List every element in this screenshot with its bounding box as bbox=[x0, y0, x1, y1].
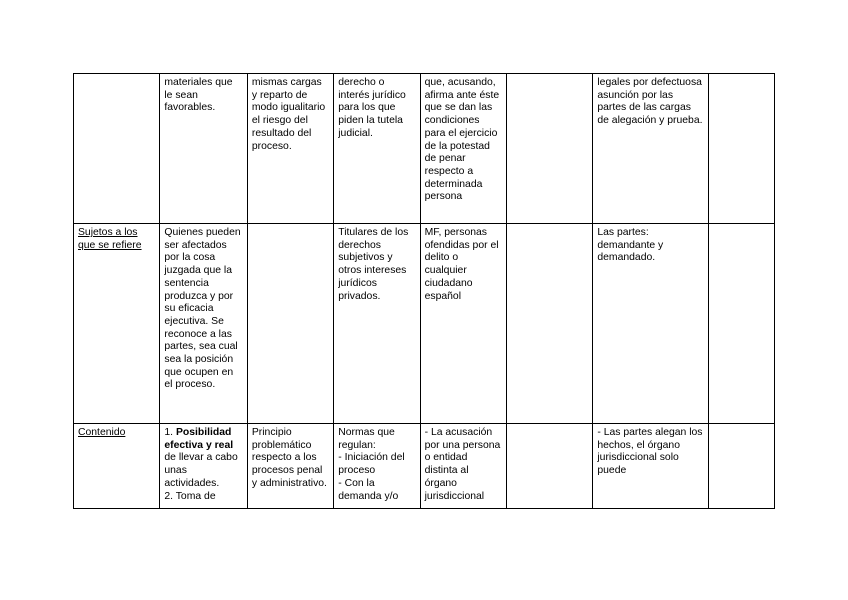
table-cell: Principio problemático respecto a los procesos penal y administrativo. bbox=[247, 424, 333, 509]
table-cell: MF, personas ofendidas por el delito o cualquier ciudadano español bbox=[420, 224, 506, 424]
table-cell bbox=[708, 74, 774, 224]
table-cell bbox=[708, 224, 774, 424]
row-label-cell bbox=[74, 224, 160, 424]
cell-text: de llevar a cabo unas actividades. bbox=[164, 452, 238, 489]
row-label-cell bbox=[74, 424, 160, 509]
table-cell bbox=[506, 424, 592, 509]
cell-text-line: Normas que regulan: bbox=[338, 427, 395, 451]
table-cell bbox=[160, 424, 247, 509]
row-label-contenido: Contenido bbox=[78, 427, 126, 438]
table-row bbox=[74, 224, 775, 424]
table-cell bbox=[506, 224, 592, 424]
table-cell: Quienes pueden ser afectados por la cosa juzgada que la sentencia produzca y por su eficacia ejecutiva. Se reconoce a las partes, sea cual sea la posición que ocupen en el proceso. bbox=[160, 224, 247, 424]
list-number: 1. bbox=[164, 427, 176, 438]
table-cell: derecho o interés jurídico para los que piden la tutela judicial. bbox=[334, 74, 420, 224]
row-label-sujetos: Sujetos a los que se refiere bbox=[78, 227, 142, 251]
table-cell: legales por defectuosa asunción por las partes de las cargas de alegación y prueba. bbox=[593, 74, 708, 224]
table-cell: materiales que le sean favorables. bbox=[160, 74, 247, 224]
table-cell: - Las partes alegan los hechos, el órgano jurisdiccional solo puede bbox=[593, 424, 708, 509]
table-cell bbox=[506, 74, 592, 224]
table-cell bbox=[334, 424, 420, 509]
table-cell bbox=[247, 224, 333, 424]
cell-text-line: - Con la demanda y/o bbox=[338, 477, 399, 502]
cell-text-line: - Iniciación del proceso bbox=[338, 452, 405, 477]
bold-phrase: Posibilidad efectiva y real bbox=[164, 427, 234, 451]
table-cell: - La acusación por una persona o entidad distinta al órgano jurisdiccional bbox=[420, 424, 506, 509]
row-label-cell bbox=[74, 74, 160, 224]
table-cell: Titulares de los derechos subjetivos y otros intereses jurídicos privados. bbox=[334, 224, 420, 424]
comparison-table bbox=[73, 73, 775, 509]
table-row bbox=[74, 74, 775, 224]
table-cell: que, acusando, afirma ante éste que se dan las condiciones para el ejercicio de la potestad de penar respecto a determinada persona bbox=[420, 74, 506, 224]
cell-text-line: 2. Toma de bbox=[164, 490, 216, 502]
table-cell: Las partes: demandante y demandado. bbox=[593, 224, 708, 424]
table-row bbox=[74, 424, 775, 509]
table-cell: mismas cargas y reparto de modo igualitario el riesgo del resultado del proceso. bbox=[247, 74, 333, 224]
table-cell bbox=[708, 424, 774, 509]
